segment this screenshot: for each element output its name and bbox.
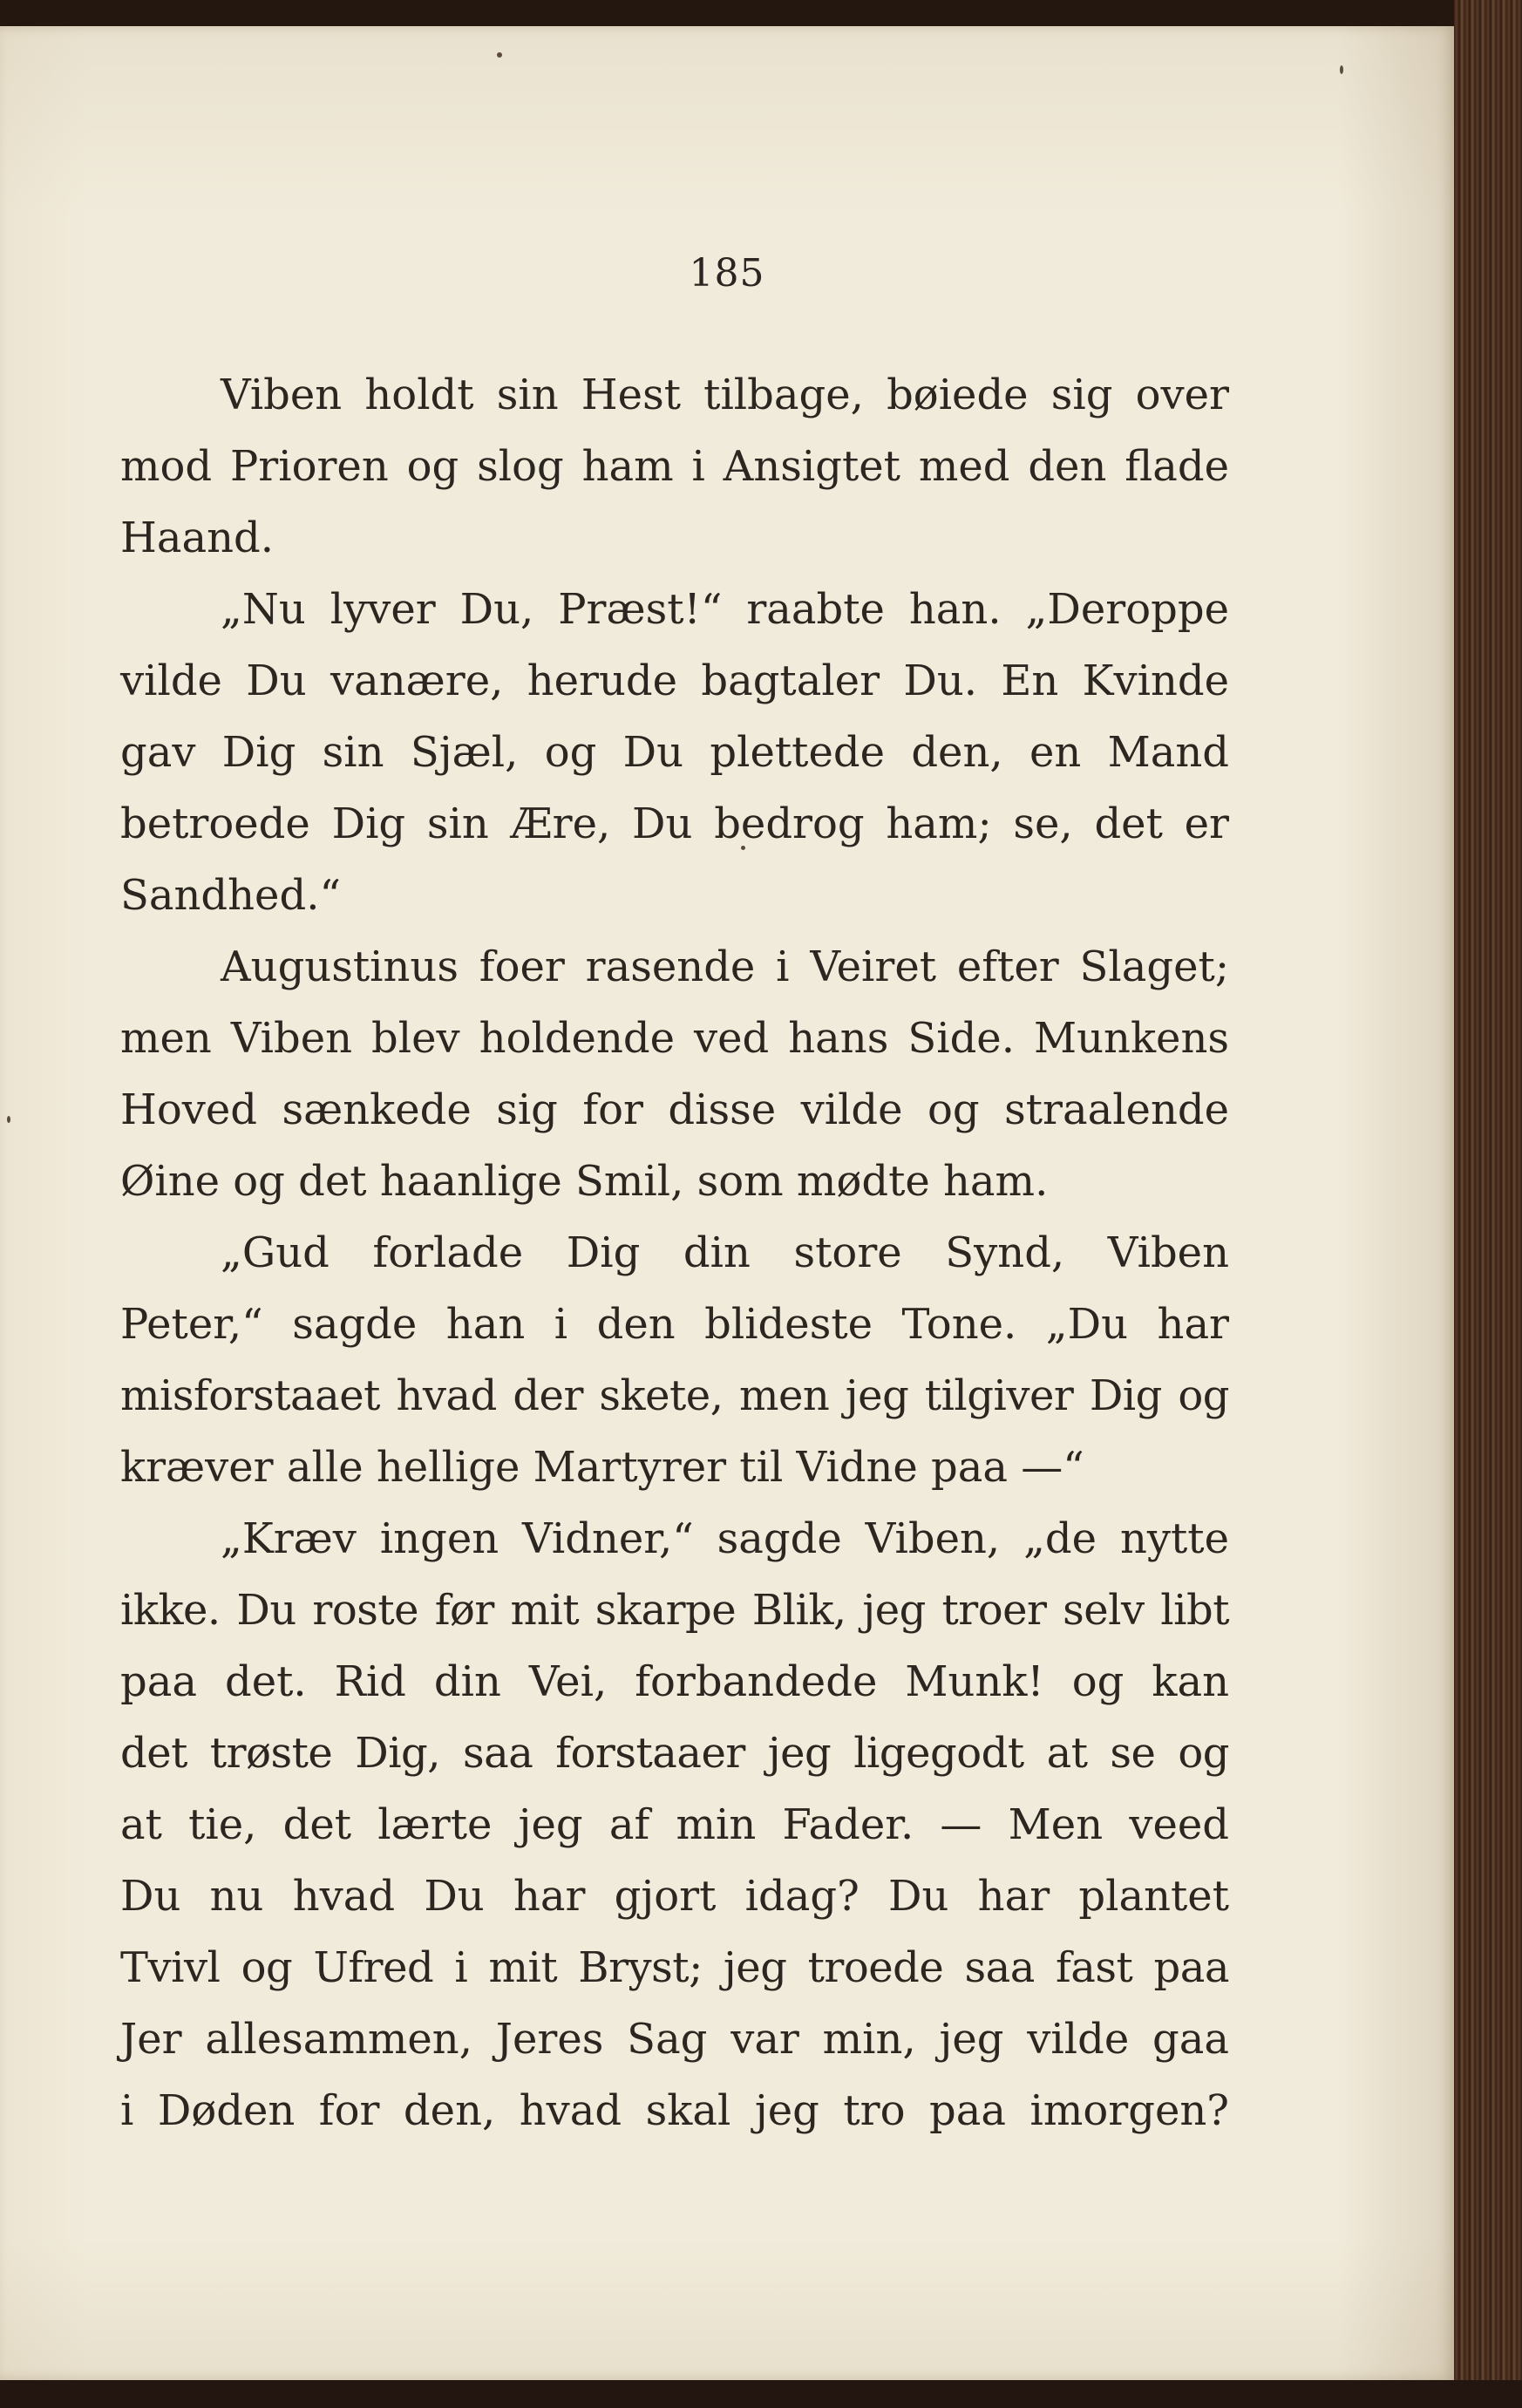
text-line: i Døden for den, hvad skal jeg tro paa imorgen?: [120, 2086, 1229, 2135]
dust-speck: [497, 52, 502, 58]
text-line: misforstaaet hvad der skete, men jeg tilgiver Dig og: [120, 1371, 1229, 1420]
text-line: „Kræv ingen Vidner,“ sagde Viben, „de nytte: [221, 1514, 1229, 1563]
text-line: det trøste Dig, saa forstaaer jeg ligegodt at se og: [120, 1729, 1229, 1778]
book-page-edges: [1454, 0, 1522, 2408]
page-paper: [0, 26, 1454, 2380]
body-text: [120, 359, 1229, 2146]
bottom-shadow: [0, 2380, 1522, 2408]
text-line: Jer allesammen, Jeres Sag var min, jeg vilde gaa: [120, 2015, 1229, 2064]
text-line: Sandhed.“: [120, 871, 341, 920]
text-line: Peter,“ sagde han i den blideste Tone. „Du har: [120, 1300, 1229, 1349]
text-line: Du nu hvad Du har gjort idag? Du har plantet: [120, 1872, 1229, 1921]
text-line: kræver alle hellige Martyrer til Vidne paa —“: [120, 1443, 1084, 1492]
text-line: betroede Dig sin Ære, Du bedrog ham; se, det er: [120, 799, 1229, 848]
text-line: Øine og det haanlige Smil, som mødte ham.: [120, 1157, 1049, 1206]
top-shadow: [0, 0, 1522, 26]
text-line: Hoved sænkede sig for disse vilde og straalende: [120, 1085, 1229, 1134]
text-line: ikke. Du roste før mit skarpe Blik, jeg troer selv libt: [120, 1586, 1229, 1635]
dust-speck: [7, 1116, 10, 1123]
text-line: Viben holdt sin Hest tilbage, bøiede sig over: [221, 371, 1229, 419]
text-line: mod Prioren og slog ham i Ansigtet med den flade: [120, 442, 1229, 491]
dust-speck: [1340, 65, 1343, 74]
text-line: Augustinus foer rasende i Veiret efter Slaget;: [221, 942, 1229, 991]
text-line: gav Dig sin Sjæl, og Du plettede den, en Mand: [120, 728, 1229, 777]
text-line: vilde Du vanære, herude bagtaler Du. En Kvinde: [120, 656, 1229, 705]
page-number: 185: [689, 251, 765, 296]
text-line: paa det. Rid din Vei, forbandede Munk! og kan: [120, 1657, 1229, 1706]
text-line: Tvivl og Ufred i mit Bryst; jeg troede saa fast paa: [120, 1943, 1229, 1992]
text-line: men Viben blev holdende ved hans Side. Munkens: [120, 1014, 1229, 1063]
text-line: Haand.: [120, 514, 274, 562]
text-line: „Gud forlade Dig din store Synd, Viben: [221, 1228, 1229, 1277]
text-line: „Nu lyver Du, Præst!“ raabte han. „Deroppe: [221, 585, 1229, 634]
text-line: at tie, det lærte jeg af min Fader. — Men veed: [120, 1800, 1229, 1849]
